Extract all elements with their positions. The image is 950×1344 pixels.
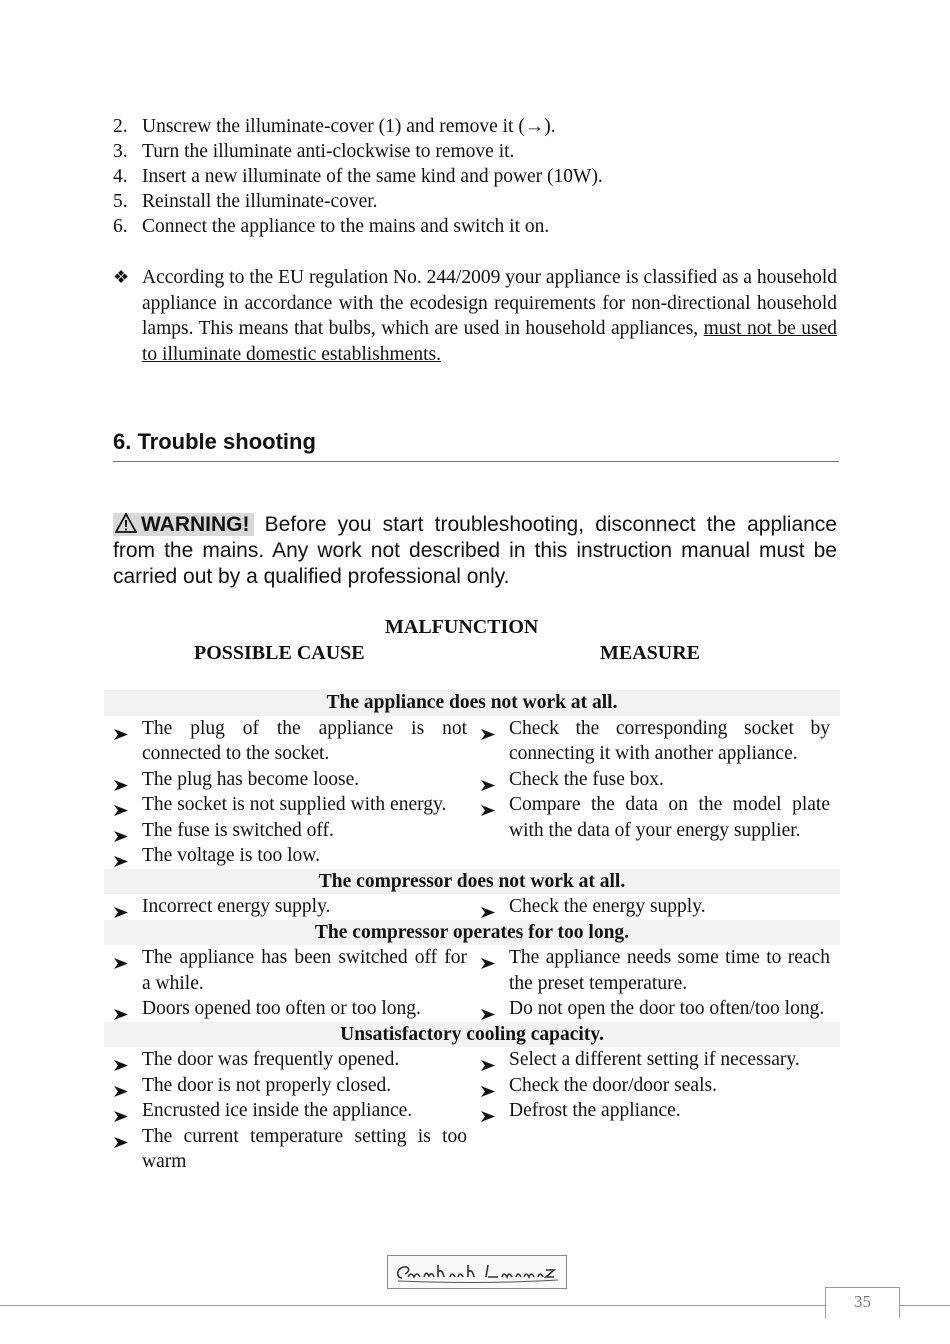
brand-logo — [387, 1255, 567, 1289]
step-text: Insert a new illuminate of the same kind and power (10W). — [142, 166, 603, 187]
arrow-bullet-icon — [113, 799, 129, 812]
malfunction-details — [104, 1047, 840, 1175]
malfunction-row: Unsatisfactory cooling capacity. — [104, 1022, 840, 1048]
measure-item — [480, 1098, 830, 1124]
warning-text: Before you start troubleshooting, disconnect the appliance from the mains. Any work not described in this instruction manual must be carried out by a qualified professional only. — [113, 513, 837, 588]
warning-label-box — [113, 513, 254, 536]
eu-note-text — [142, 265, 837, 367]
measure-text: Defrost the appliance. — [509, 1100, 681, 1121]
arrow-bullet-icon — [113, 774, 129, 787]
step-number: 2. — [113, 116, 128, 137]
cause-text: Doors opened too often or too long. — [142, 998, 421, 1019]
step-item — [113, 164, 843, 189]
malfunction-details — [104, 945, 840, 1022]
arrow-bullet-icon — [113, 1054, 129, 1067]
malfunction-details — [104, 716, 840, 869]
cause-item — [113, 716, 467, 767]
cause-item — [113, 818, 467, 844]
cause-item — [113, 1124, 467, 1175]
cause-item — [113, 945, 467, 996]
cause-text: The appliance has been switched off for a while. — [142, 947, 467, 994]
section-title: 6. Trouble shooting — [113, 429, 316, 454]
measure-text: Check the fuse box. — [509, 768, 664, 790]
measure-item — [480, 767, 830, 793]
step-number: 6. — [113, 216, 128, 237]
eu-note-underlined: must not be used to illuminate domestic establishments. — [142, 318, 837, 365]
troubleshooting-table — [104, 690, 840, 1175]
arrow-bullet-icon — [480, 952, 496, 965]
arrow-bullet-icon — [480, 723, 496, 736]
step-item — [113, 139, 843, 164]
instruction-steps — [113, 114, 843, 239]
arrow-bullet-icon — [113, 723, 129, 736]
malfunction-row: The compressor does not work at all. — [104, 869, 840, 895]
measure-text: Check the door/door seals. — [509, 1074, 717, 1096]
section-divider — [113, 461, 839, 462]
step-number: 5. — [113, 191, 128, 212]
cause-item — [113, 792, 467, 818]
arrow-bullet-icon — [480, 1080, 496, 1093]
arrow-bullet-icon — [113, 1003, 129, 1016]
arrow-bullet-icon — [480, 799, 496, 812]
measure-item — [480, 945, 830, 996]
measure-item — [480, 894, 830, 920]
footer-rule-right — [898, 1305, 950, 1306]
measure-item — [480, 716, 830, 767]
step-text: Reinstall the illuminate-cover. — [142, 191, 378, 212]
cause-text: The plug of the appliance is not connected to the socket. — [142, 717, 467, 764]
cause-item — [113, 843, 467, 869]
measure-text: Do not open the door too often/too long. — [509, 998, 825, 1019]
warning-triangle-icon — [115, 512, 141, 538]
footer-rule-left — [0, 1305, 825, 1306]
step-number: 4. — [113, 166, 128, 187]
cause-text: The plug has become loose. — [142, 768, 360, 790]
cause-column — [104, 894, 472, 920]
cause-text: The fuse is switched off. — [142, 819, 334, 841]
measure-item — [480, 1047, 830, 1073]
possible-cause-header: POSSIBLE CAUSE — [194, 642, 365, 664]
step-text: Unscrew the illuminate-cover (1) and remove it (→). — [142, 116, 556, 137]
step-item — [113, 114, 843, 139]
cause-item — [113, 894, 467, 920]
cause-text: The current temperature setting is too warm — [142, 1125, 467, 1172]
arrow-bullet-icon — [113, 825, 129, 838]
measure-column — [472, 894, 840, 920]
cause-text: Incorrect energy supply. — [142, 896, 331, 917]
measure-column — [472, 1047, 840, 1175]
cause-text: The door is not properly closed. — [142, 1074, 392, 1096]
arrow-bullet-icon — [480, 901, 496, 914]
measure-text: Select a different setting if necessary. — [509, 1049, 800, 1070]
arrow-bullet-icon — [113, 1080, 129, 1093]
arrow-bullet-icon — [113, 1131, 129, 1144]
step-item — [113, 214, 843, 239]
arrow-bullet-icon — [480, 1003, 496, 1016]
cause-text: The socket is not supplied with energy. — [142, 794, 447, 815]
measure-text: Check the corresponding socket by connecting it with another appliance. — [509, 717, 830, 764]
arrow-bullet-icon — [113, 850, 129, 863]
step-item — [113, 189, 843, 214]
cause-column — [104, 945, 472, 1022]
cause-column — [104, 716, 472, 869]
arrow-bullet-icon — [480, 1054, 496, 1067]
step-text: Connect the appliance to the mains and switch it on. — [142, 216, 550, 237]
measure-item — [480, 792, 830, 843]
page-number: 35 — [854, 1292, 871, 1311]
measure-header: MEASURE — [600, 642, 701, 664]
cause-item — [113, 767, 467, 793]
cause-text: Encrusted ice inside the appliance. — [142, 1100, 413, 1121]
step-number: 3. — [113, 141, 128, 162]
measure-column — [472, 945, 840, 1022]
measure-column — [472, 716, 840, 869]
warning-label: WARNING! — [141, 513, 250, 536]
cause-item — [113, 996, 467, 1022]
cause-item — [113, 1098, 467, 1124]
measure-item — [480, 996, 830, 1022]
warning-paragraph — [113, 512, 837, 590]
arrow-bullet-icon — [480, 774, 496, 787]
eu-note-body: According to the EU regulation No. 244/2009 your appliance is classified as a household appliance in accordance with the ecodesign requirements for non-directional household lamps. This means that bulbs, which are used in household appliances, — [142, 267, 837, 339]
cause-item — [113, 1073, 467, 1099]
cause-text: The door was frequently opened. — [142, 1049, 400, 1070]
measure-text: Compare the data on the model plate with the data of your energy supplier. — [509, 794, 830, 841]
cause-text: The voltage is too low. — [142, 845, 320, 866]
malfunction-details — [104, 894, 840, 920]
diamond-bullet-icon: ❖ — [113, 267, 130, 287]
step-text: Turn the illuminate anti-clockwise to remove it. — [142, 141, 515, 162]
page-number-box — [825, 1287, 900, 1318]
measure-text: Check the energy supply. — [509, 896, 706, 917]
malfunction-row: The compressor operates for too long. — [104, 920, 840, 946]
malfunction-row: The appliance does not work at all. — [104, 690, 840, 716]
measure-item — [480, 1073, 830, 1099]
cause-item — [113, 1047, 467, 1073]
malfunction-header: MALFUNCTION — [385, 616, 539, 638]
arrow-bullet-icon — [480, 1105, 496, 1118]
arrow-bullet-icon — [113, 1105, 129, 1118]
arrow-bullet-icon — [113, 952, 129, 965]
cause-column — [104, 1047, 472, 1175]
arrow-bullet-icon — [113, 901, 129, 914]
measure-text: The appliance needs some time to reach the preset temperature. — [509, 947, 830, 994]
